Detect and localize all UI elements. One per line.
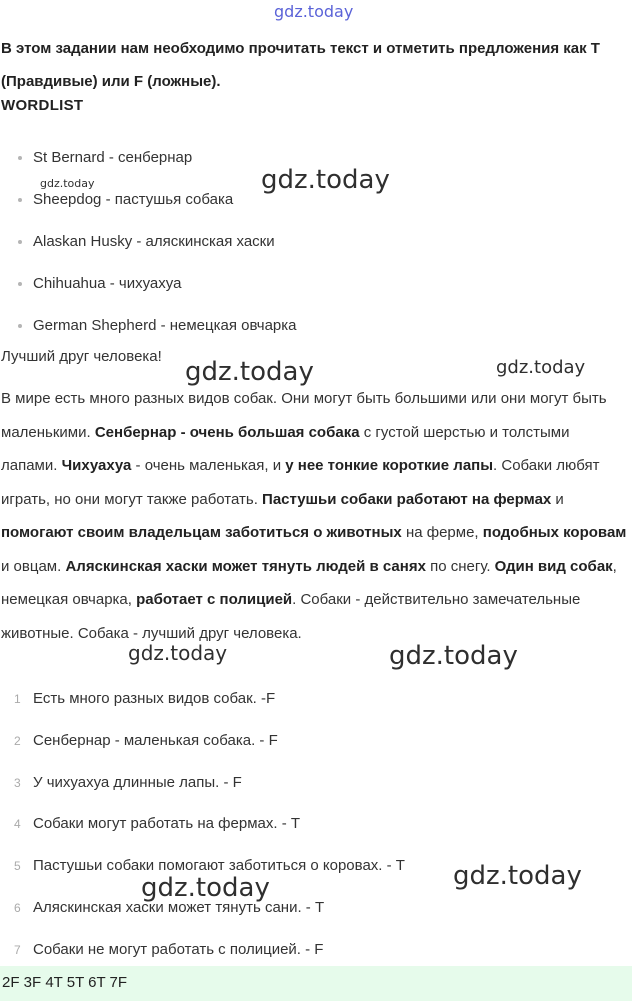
watermark: gdz.today (185, 357, 314, 387)
watermark: gdz.today (453, 861, 582, 891)
answer-number: 2 (14, 733, 21, 748)
list-item: Sheepdog - пастушья собака (18, 185, 297, 227)
answer-item: 2 Сенбернар - маленькая собака. - F (14, 726, 405, 768)
answer-number: 1 (14, 692, 21, 706)
watermark-top: gdz.today (274, 2, 354, 21)
watermark: gdz.today (496, 357, 586, 378)
watermark: gdz.today (141, 873, 270, 903)
list-item: German Shepherd - немецкая овчарка (18, 311, 297, 353)
bullet-icon (18, 240, 22, 244)
answer-number: 7 (14, 942, 21, 957)
task-intro: В этом задании нам необходимо прочитать текст и отметить предложения как Т (Правдивые) или F (ложные). (1, 40, 600, 90)
watermark: gdz.today (261, 165, 390, 195)
story-highlight: Один вид собак (494, 557, 613, 575)
bullet-icon (18, 198, 22, 202)
answer-item: 3 У чихуахуа длинные лапы. - F (14, 768, 405, 810)
answer-item: 7 Собаки не могут работать с полицией. - F (14, 935, 405, 977)
bullet-icon (18, 282, 22, 286)
story-highlight: Чихуахуа (61, 457, 132, 474)
wordlist-heading: WORDLIST (1, 97, 84, 114)
list-item: Chihuahua - чихуахуа (18, 269, 297, 311)
answer-item: 6 Аляскинская хаски может тянуть сани. - Т (14, 893, 405, 935)
bullet-icon (18, 156, 22, 160)
list-item: Alaskan Husky - аляскинская хаски (18, 227, 297, 269)
answer-item: 1 Есть много разных видов собак. -F (14, 684, 405, 726)
story-highlight: у нее тонкие короткие лапы (285, 457, 494, 474)
story-highlight: помогают своим владельцам заботиться о животных (1, 524, 402, 541)
watermark: gdz.today (40, 177, 95, 190)
watermark: gdz.today (389, 641, 518, 671)
story-title: Лучший друг человека! (1, 348, 162, 365)
result-answer: 2F 3F 4T 5T 6T 7F (2, 974, 128, 991)
watermark: gdz.today (128, 641, 228, 665)
story-highlight: Сенбернар - очень большая собака (94, 423, 360, 441)
story-highlight: работает с полицией (136, 591, 293, 608)
answer-item: 5 Пастушьи собаки помогают заботиться о коровах. - Т (14, 851, 405, 893)
story-text: В мире есть много разных видов собак. Они могут быть большими или они могут быть маленькими. Сенбернар - очень большая собака с густой шерстью и толстыми лапами. Чихуахуа - очень маленькая, и у нее тонкие короткие лапы. Собаки любят играть, но они могут также работать. Пастушьи собаки работают на фермах и помогают своим владельцам заботиться о животных на ферме, подобных коровам и овцам. Аляскинская хаски может тянуть людей в санях по снегу. Один вид собак, немецкая овчарка, работает с полицией. Собаки - действительно замечательные животные. Собака - лучший друг человека. (1, 390, 627, 642)
story-highlight: Пастушьи собаки работают на фермах (262, 490, 552, 508)
answers-list (14, 684, 405, 977)
wordlist (18, 143, 297, 353)
answer-number: 3 (14, 775, 21, 790)
list-item: St Bernard - сенбернар (18, 143, 297, 185)
story-highlight: подобных коровам (482, 524, 627, 541)
answer-number: 4 (14, 817, 21, 832)
bullet-icon (18, 324, 22, 328)
answer-number: 6 (14, 900, 21, 915)
story-highlight: Аляскинская хаски может тянуть людей в санях (65, 557, 426, 575)
answer-number: 5 (14, 859, 21, 874)
answer-item: 4 Собаки могут работать на фермах. - Т (14, 809, 405, 851)
